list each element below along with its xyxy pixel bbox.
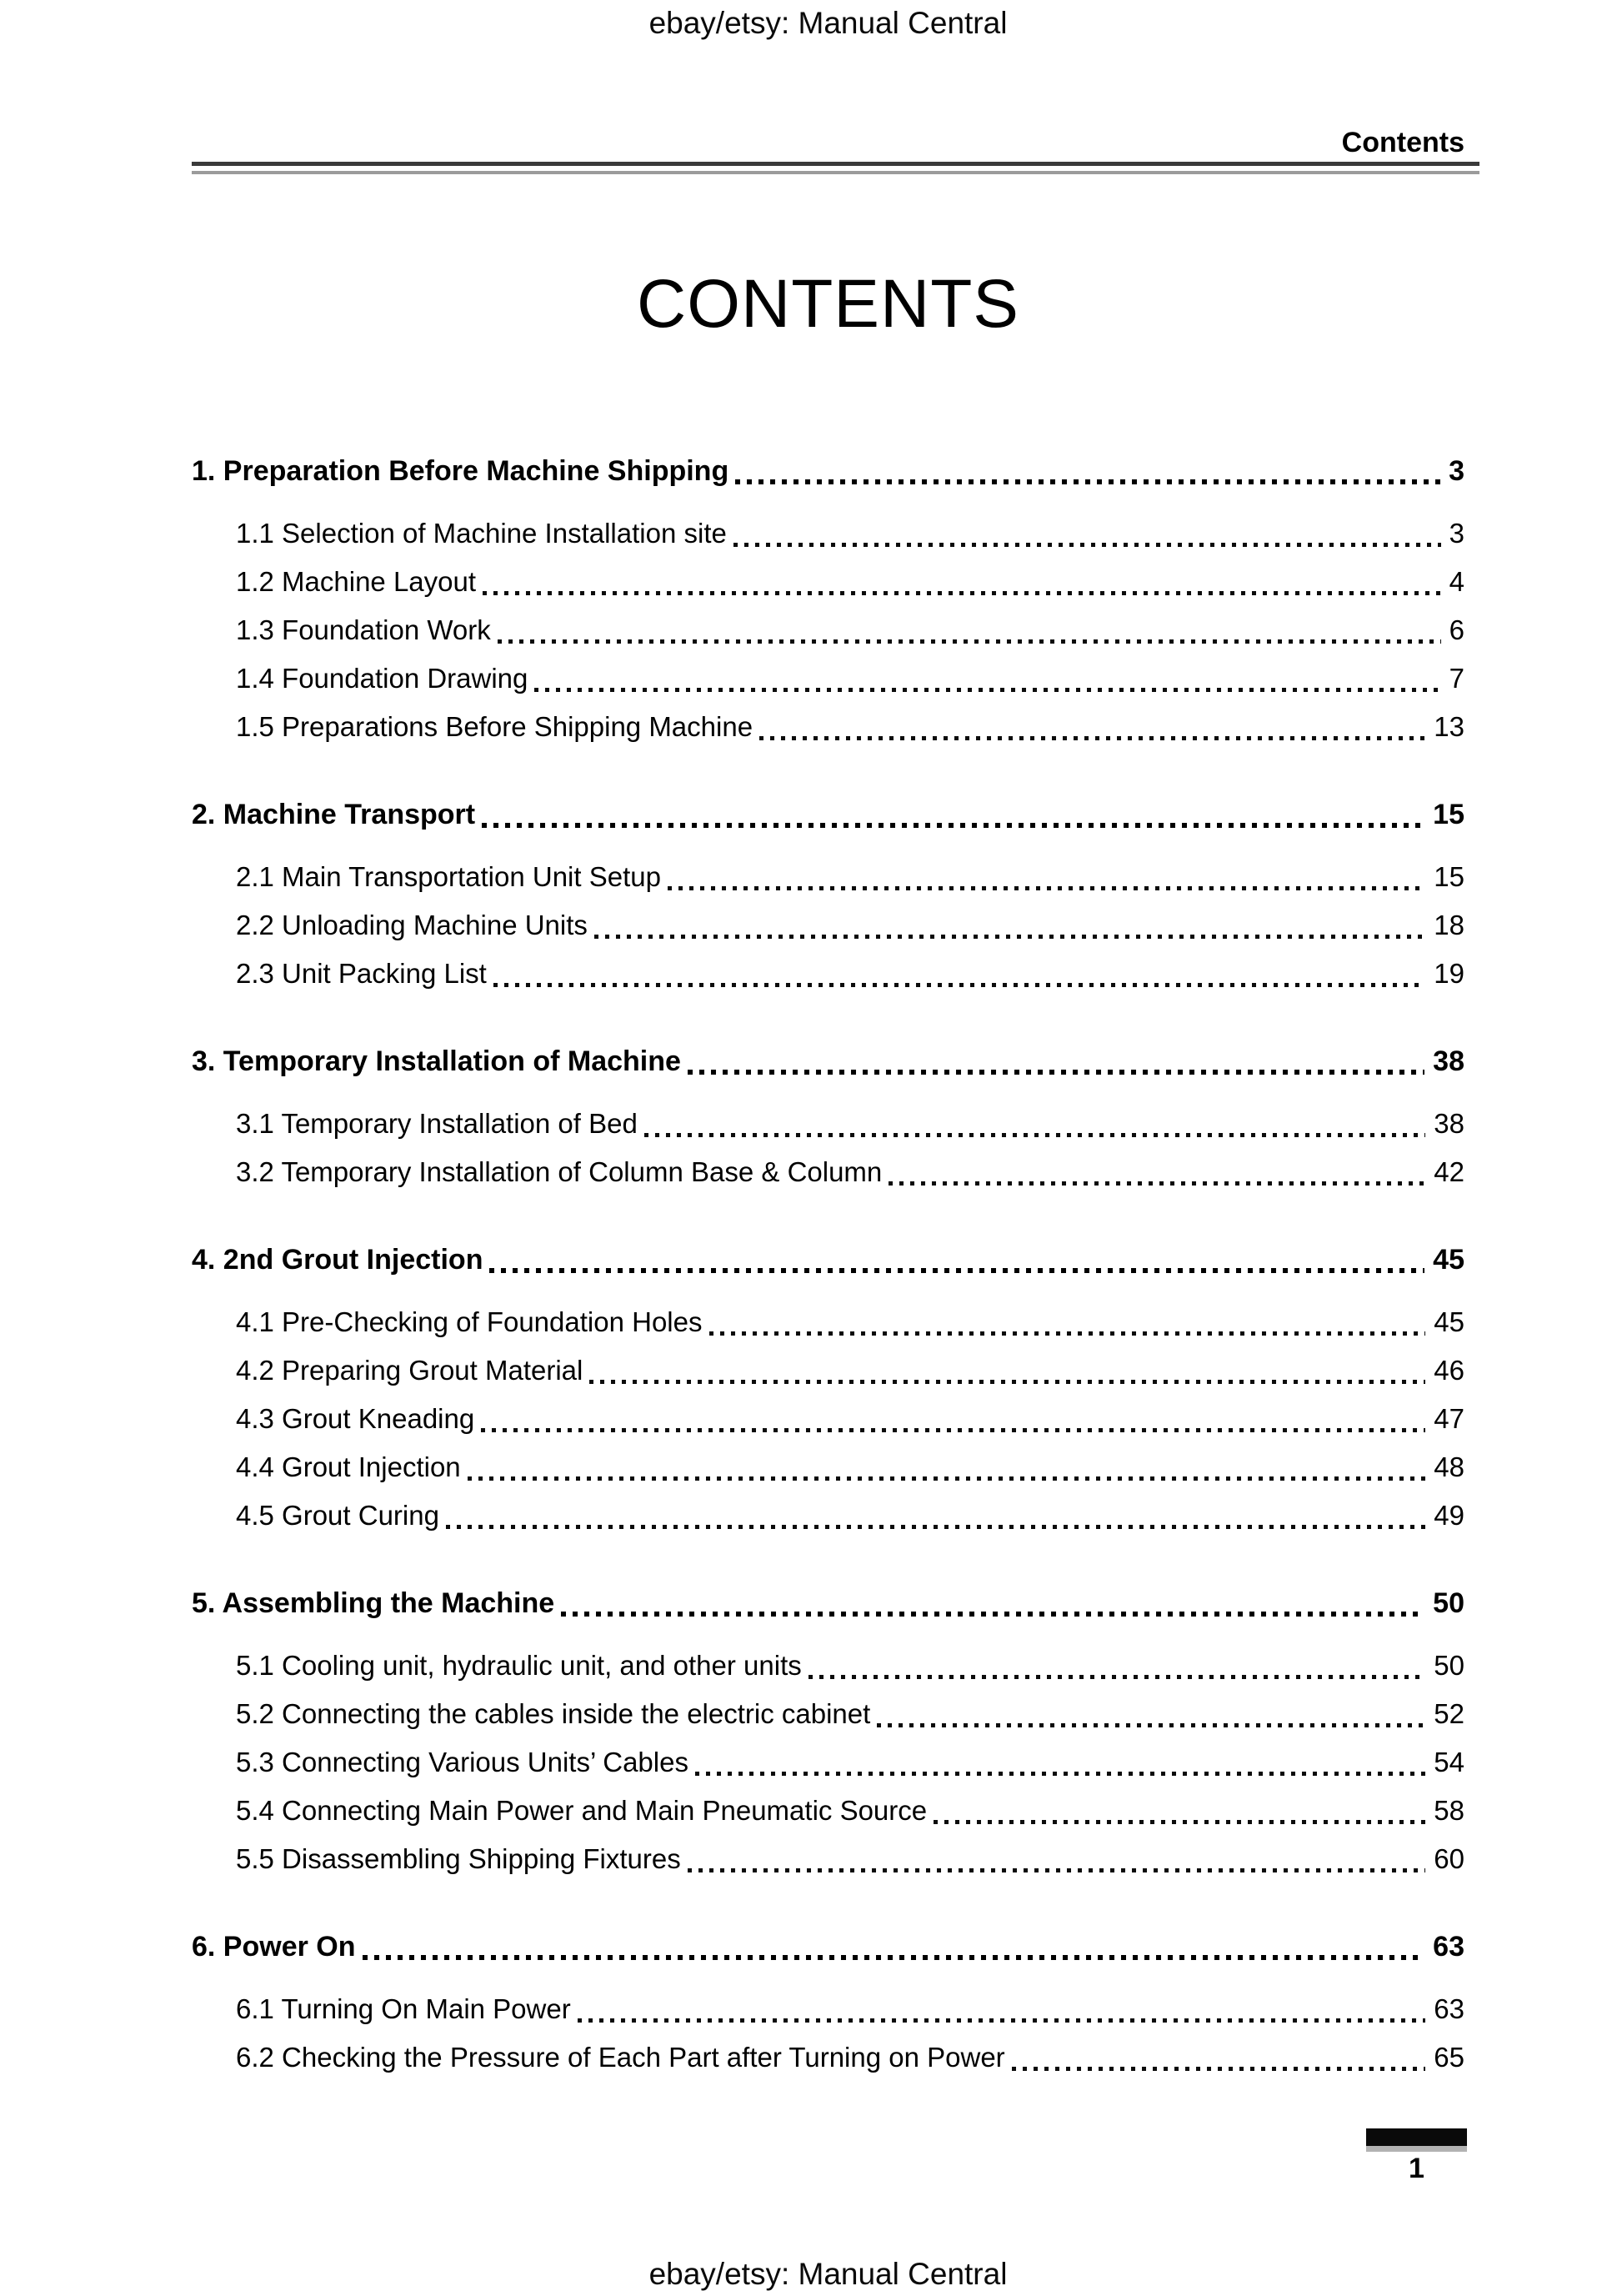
toc-sub-row: [192, 1647, 1464, 1685]
toc-entry-label: 3.2 Temporary Installation of Column Base & Column: [236, 1156, 883, 1187]
header-section-label: Contents: [1341, 127, 1464, 158]
toc-entry-page-number: 42: [1434, 1156, 1464, 1187]
toc-sub-row: [192, 514, 1464, 553]
dot-leader: [733, 543, 1441, 547]
toc-entry-label: 5.4 Connecting Main Power and Main Pneumatic Source: [236, 1795, 928, 1826]
dot-leader: [695, 1772, 1425, 1776]
dot-leader: [483, 591, 1441, 595]
toc-entry-page-number: 52: [1434, 1698, 1464, 1729]
toc-entry-page-number: 15: [1434, 861, 1464, 892]
toc-entry-label: 4. 2nd Grout Injection: [192, 1244, 483, 1276]
dot-leader: [709, 1331, 1426, 1336]
header-rule-dark: [192, 162, 1479, 166]
toc-entry-page-number: 58: [1434, 1795, 1464, 1826]
footer-doc-title: ebay/etsy: Manual Central: [648, 2257, 1008, 2291]
toc-sub-row: [192, 1496, 1464, 1535]
toc-sub-row: [192, 1990, 1464, 2028]
toc-sub-row: [192, 1105, 1464, 1143]
toc-chapter-row: [192, 795, 1464, 834]
toc-entry-label: 4.4 Grout Injection: [236, 1451, 461, 1482]
toc-entry-label: 4.1 Pre-Checking of Foundation Holes: [236, 1306, 703, 1337]
toc-entry-page-number: 18: [1434, 910, 1464, 940]
toc-entry-page-number: 60: [1434, 1843, 1464, 1874]
toc-entry-page-number: 45: [1434, 1306, 1464, 1337]
dot-leader: [468, 1476, 1426, 1481]
toc-entry-label: 4.3 Grout Kneading: [236, 1403, 475, 1434]
toc-sub-row: [192, 1400, 1464, 1438]
dot-leader: [482, 823, 1424, 828]
toc-chapter-row: [192, 452, 1464, 490]
dot-leader: [446, 1525, 1425, 1529]
dot-leader: [481, 1428, 1425, 1432]
dot-leader: [534, 688, 1440, 692]
toc-entry-label: 2.2 Unloading Machine Units: [236, 910, 588, 940]
toc-entry-label: 2.1 Main Transportation Unit Setup: [236, 861, 661, 892]
header-rule-gray: [192, 171, 1479, 174]
dot-leader: [493, 983, 1425, 987]
toc-entry-label: 6.1 Turning On Main Power: [236, 1993, 571, 2024]
toc-sub-row: [192, 708, 1464, 746]
toc-entry-label: 1.4 Foundation Drawing: [236, 663, 528, 694]
toc-entry-page-number: 65: [1434, 2042, 1464, 2073]
toc-chapter-row: [192, 1241, 1464, 1279]
toc-entry-label: 5.2 Connecting the cables inside the electric cabinet: [236, 1698, 871, 1729]
toc-sub-row: [192, 1840, 1464, 1878]
toc-entry-label: 4.5 Grout Curing: [236, 1500, 439, 1531]
footer-bar: [1366, 2128, 1467, 2146]
toc-entry-label: 5.1 Cooling unit, hydraulic unit, and other units: [236, 1650, 802, 1681]
toc-sub-row: [192, 1153, 1464, 1191]
toc-entry-label: 4.2 Preparing Grout Material: [236, 1355, 583, 1386]
table-of-contents: [192, 452, 1464, 2077]
toc-sub-row: [192, 1351, 1464, 1390]
toc-entry-page-number: 47: [1434, 1403, 1464, 1434]
toc-chapter-row: [192, 1928, 1464, 1966]
toc-sub-row: [192, 563, 1464, 601]
dot-leader: [688, 1070, 1424, 1075]
toc-sub-row: [192, 1792, 1464, 1830]
toc-sub-row: [192, 1448, 1464, 1486]
toc-entry-label: 1.3 Foundation Work: [236, 614, 491, 645]
toc-entry-page-number: 49: [1434, 1500, 1464, 1531]
toc-entry-page-number: 38: [1433, 1045, 1464, 1077]
dot-leader: [934, 1820, 1425, 1824]
toc-sub-row: [192, 1743, 1464, 1782]
toc-entry-page-number: 45: [1433, 1244, 1464, 1276]
toc-sub-row: [192, 955, 1464, 993]
toc-entry-label: 1.1 Selection of Machine Installation site: [236, 518, 727, 549]
toc-chapter-row: [192, 1042, 1464, 1080]
toc-sub-row: [192, 906, 1464, 945]
toc-sub-row: [192, 1303, 1464, 1341]
toc-entry-label: 1.5 Preparations Before Shipping Machine: [236, 711, 753, 742]
toc-entry-label: 3. Temporary Installation of Machine: [192, 1045, 681, 1077]
toc-sub-row: [192, 2038, 1464, 2077]
toc-sub-row: [192, 1695, 1464, 1733]
dot-leader: [498, 639, 1441, 644]
dot-leader: [735, 479, 1440, 484]
dot-leader: [668, 886, 1425, 890]
toc-chapter-row: [192, 1584, 1464, 1622]
dot-leader: [759, 736, 1425, 740]
toc-entry-page-number: 4: [1449, 566, 1464, 597]
toc-entry-page-number: 38: [1434, 1108, 1464, 1139]
dot-leader: [589, 1380, 1425, 1384]
toc-entry-page-number: 48: [1434, 1451, 1464, 1482]
dot-leader: [489, 1268, 1424, 1273]
toc-entry-label: 5. Assembling the Machine: [192, 1587, 555, 1619]
dot-leader: [889, 1181, 1425, 1186]
dot-leader: [644, 1133, 1425, 1137]
footer-page-number: 1: [1409, 2153, 1424, 2184]
toc-entry-label: 5.3 Connecting Various Units’ Cables: [236, 1747, 688, 1777]
toc-entry-page-number: 19: [1434, 958, 1464, 989]
toc-entry-label: 2.3 Unit Packing List: [236, 958, 487, 989]
dot-leader: [1012, 2067, 1426, 2071]
toc-entry-page-number: 13: [1434, 711, 1464, 742]
toc-entry-label: 6. Power On: [192, 1931, 356, 1963]
toc-entry-page-number: 3: [1449, 518, 1464, 549]
toc-entry-label: 6.2 Checking the Pressure of Each Part after Turning on Power: [236, 2042, 1005, 2073]
dot-leader: [594, 935, 1425, 939]
dot-leader: [578, 2018, 1426, 2023]
toc-entry-page-number: 7: [1449, 663, 1464, 694]
toc-entry-page-number: 63: [1434, 1993, 1464, 2024]
dot-leader: [688, 1868, 1426, 1872]
footer-bar-underline: [1366, 2146, 1467, 2152]
toc-entry-page-number: 50: [1433, 1587, 1464, 1619]
toc-entry-label: 3.1 Temporary Installation of Bed: [236, 1108, 638, 1139]
dot-leader: [363, 1955, 1425, 1960]
toc-entry-label: 2. Machine Transport: [192, 799, 476, 830]
toc-entry-page-number: 54: [1434, 1747, 1464, 1777]
toc-entry-label: 5.5 Disassembling Shipping Fixtures: [236, 1843, 681, 1874]
toc-sub-row: [192, 858, 1464, 896]
toc-entry-page-number: 50: [1434, 1650, 1464, 1681]
toc-entry-page-number: 15: [1433, 799, 1464, 830]
toc-entry-page-number: 6: [1449, 614, 1464, 645]
toc-sub-row: [192, 611, 1464, 649]
dot-leader: [877, 1723, 1425, 1727]
dot-leader: [561, 1612, 1424, 1617]
toc-entry-label: 1.2 Machine Layout: [236, 566, 477, 597]
page-title: CONTENTS: [637, 266, 1019, 342]
toc-entry-label: 1. Preparation Before Machine Shipping: [192, 455, 729, 487]
toc-sub-row: [192, 659, 1464, 698]
header-doc-title: ebay/etsy: Manual Central: [648, 6, 1008, 40]
dot-leader: [808, 1675, 1426, 1679]
toc-entry-page-number: 63: [1433, 1931, 1464, 1963]
toc-entry-page-number: 3: [1449, 455, 1464, 487]
toc-entry-page-number: 46: [1434, 1355, 1464, 1386]
